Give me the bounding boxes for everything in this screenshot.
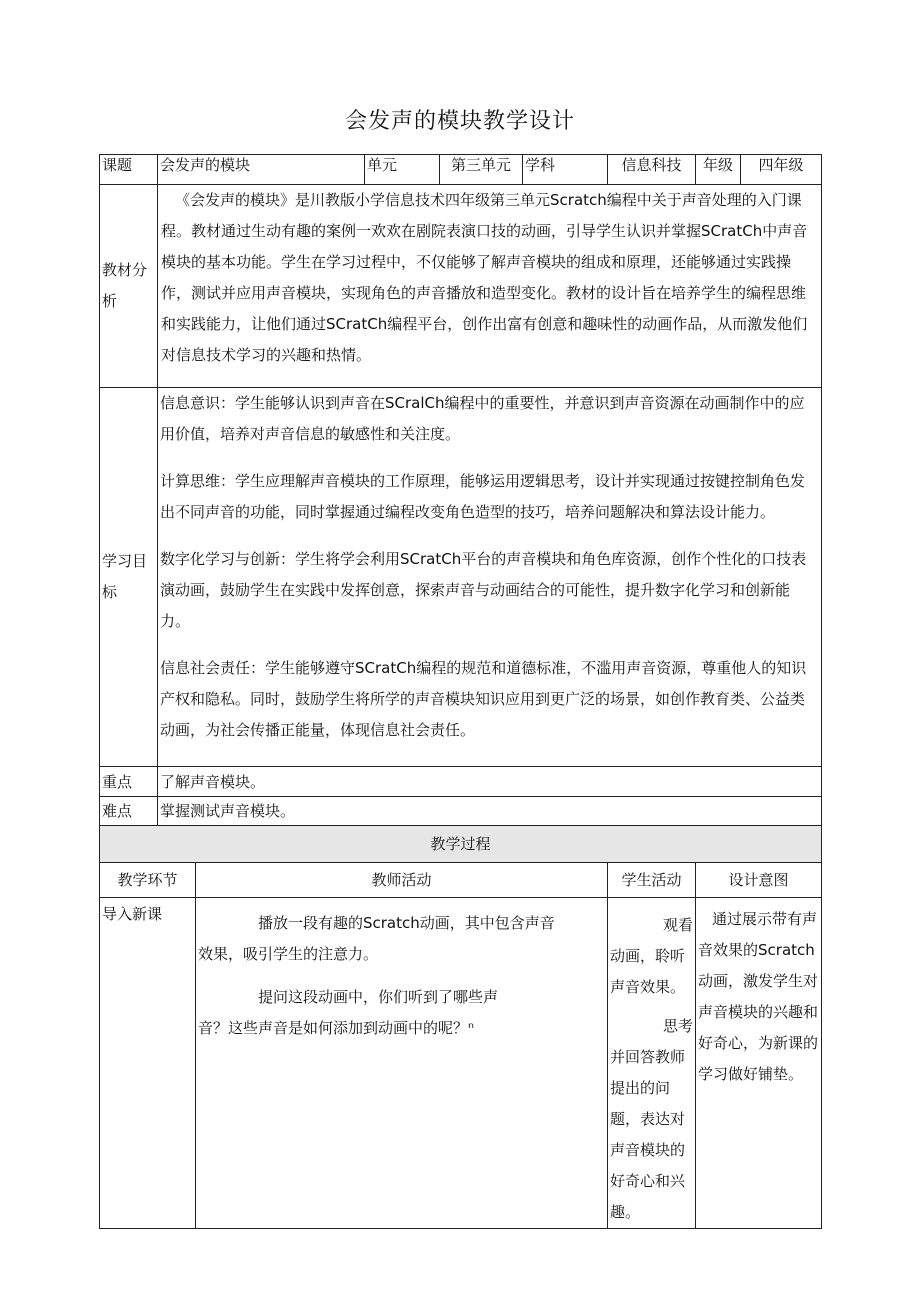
page-title: 会发声的模块教学设计 bbox=[344, 109, 575, 134]
student-line: 观看 bbox=[663, 916, 694, 934]
student-line: 并回答教师提出的问题，表达对声音模块的好奇心和兴趣。 bbox=[610, 1048, 686, 1221]
key-point-row bbox=[100, 767, 822, 797]
analysis-label: 教材分析 bbox=[100, 185, 158, 388]
process-header-row bbox=[100, 863, 822, 898]
unit-label: 单元 bbox=[365, 155, 440, 185]
difficulty-row bbox=[100, 797, 822, 826]
teacher-activity-cell bbox=[196, 898, 608, 1229]
teacher-line: 效果，吸引学生的注意力。 bbox=[198, 945, 379, 963]
goal-item: 计算思维：学生应理解声音模块的工作原理，能够运用逻辑思考，设计并实现通过按键控制角色发出不同声音的功能，同时掌握通过编程改变角色造型的技巧，培养问题解决和算法设计能力。 bbox=[160, 472, 806, 521]
student-line: 动画，聆听声音效果。 bbox=[610, 947, 686, 996]
goal-item: 数字化学习与创新：学生将学会利用SCratCh平台的声音模块和角色库资源，创作个性化的口技表演动画，鼓励学生在实践中发挥创意，探索声音与动画结合的可能性，提升数字化学习和创新能力。 bbox=[160, 550, 807, 630]
teacher-line: 播放一段有趣的Scratch动画，其中包含声音 bbox=[258, 914, 555, 932]
unit-value: 第三单元 bbox=[440, 155, 523, 185]
key-point-label: 重点 bbox=[100, 767, 158, 797]
course-value: 会发声的模块 bbox=[158, 155, 365, 185]
teacher-line: 提问这段动画中，你们听到了哪些声 bbox=[258, 988, 499, 1006]
column-header: 学生活动 bbox=[608, 863, 696, 898]
design-intent-text: 通过展示带有声音效果的Scratch动画，激发学生对声音模块的兴趣和好奇心，为新课的学习做好铺垫。 bbox=[698, 910, 819, 1083]
teacher-line: 音？这些声音是如何添加到动画中的呢？ⁿ bbox=[198, 1019, 474, 1037]
design-intent-cell bbox=[696, 898, 822, 1229]
subject-label: 学科 bbox=[523, 155, 608, 185]
lesson-plan-table bbox=[99, 154, 822, 1229]
goals-label: 学习目标 bbox=[100, 388, 158, 767]
column-header: 教师活动 bbox=[196, 863, 608, 898]
process-row bbox=[100, 898, 822, 1229]
grade-value: 四年级 bbox=[741, 155, 822, 185]
difficulty-text: 掌握测试声音模块。 bbox=[158, 797, 822, 826]
analysis-row bbox=[100, 185, 822, 388]
goal-item: 信息社会责任：学生能够遵守SCratCh编程的规范和道德标准，不滥用声音资源，尊重他人的知识产权和隐私。同时，鼓励学生将所学的声音模块知识应用到更广泛的场景，如创作教育类、公益类动画，为社会传播正能量，体现信息社会责任。 bbox=[160, 659, 807, 739]
difficulty-label: 难点 bbox=[100, 797, 158, 826]
analysis-cell bbox=[158, 185, 822, 388]
student-line: 思考 bbox=[663, 1017, 694, 1035]
goal-item: 信息意识：学生能够认识到声音在SCralCh编程中的重要性，并意识到声音资源在动画制作中的应用价值，培养对声音信息的敏感性和关注度。 bbox=[160, 394, 805, 443]
key-point-text: 了解声音模块。 bbox=[158, 767, 822, 797]
column-header: 教学环节 bbox=[100, 863, 196, 898]
stage-cell: 导入新课 bbox=[100, 898, 196, 1229]
goals-row bbox=[100, 388, 822, 767]
grade-label: 年级 bbox=[696, 155, 741, 185]
header-row bbox=[100, 155, 822, 185]
process-title: 教学过程 bbox=[100, 826, 822, 863]
analysis-text: 《会发声的模块》是川教版小学信息技术四年级第三单元Scratch编程中关于声音处理的入门课程。教材通过生动有趣的案例一欢欢在剧院表演口技的动画，引导学生认识并掌握SCratCh中声音模块的基本功能。学生在学习过程中，不仅能够了解声音模块的组成和原理，还能够通过实践操作，测试并应用声音模块，实现角色的声音播放和造型变化。教材的设计旨在培养学生的编程思维和实践能力，让他们通过SCratCh编程平台，创作出富有创意和趣味性的动画作品，从而激发他们对信息技术学习的兴趣和热情。 bbox=[161, 191, 808, 364]
course-label: 课题 bbox=[100, 155, 158, 185]
process-title-row bbox=[100, 826, 822, 863]
student-activity-cell bbox=[608, 898, 696, 1229]
goals-cell bbox=[158, 388, 822, 767]
subject-value: 信息科技 bbox=[608, 155, 696, 185]
column-header: 设计意图 bbox=[696, 863, 822, 898]
